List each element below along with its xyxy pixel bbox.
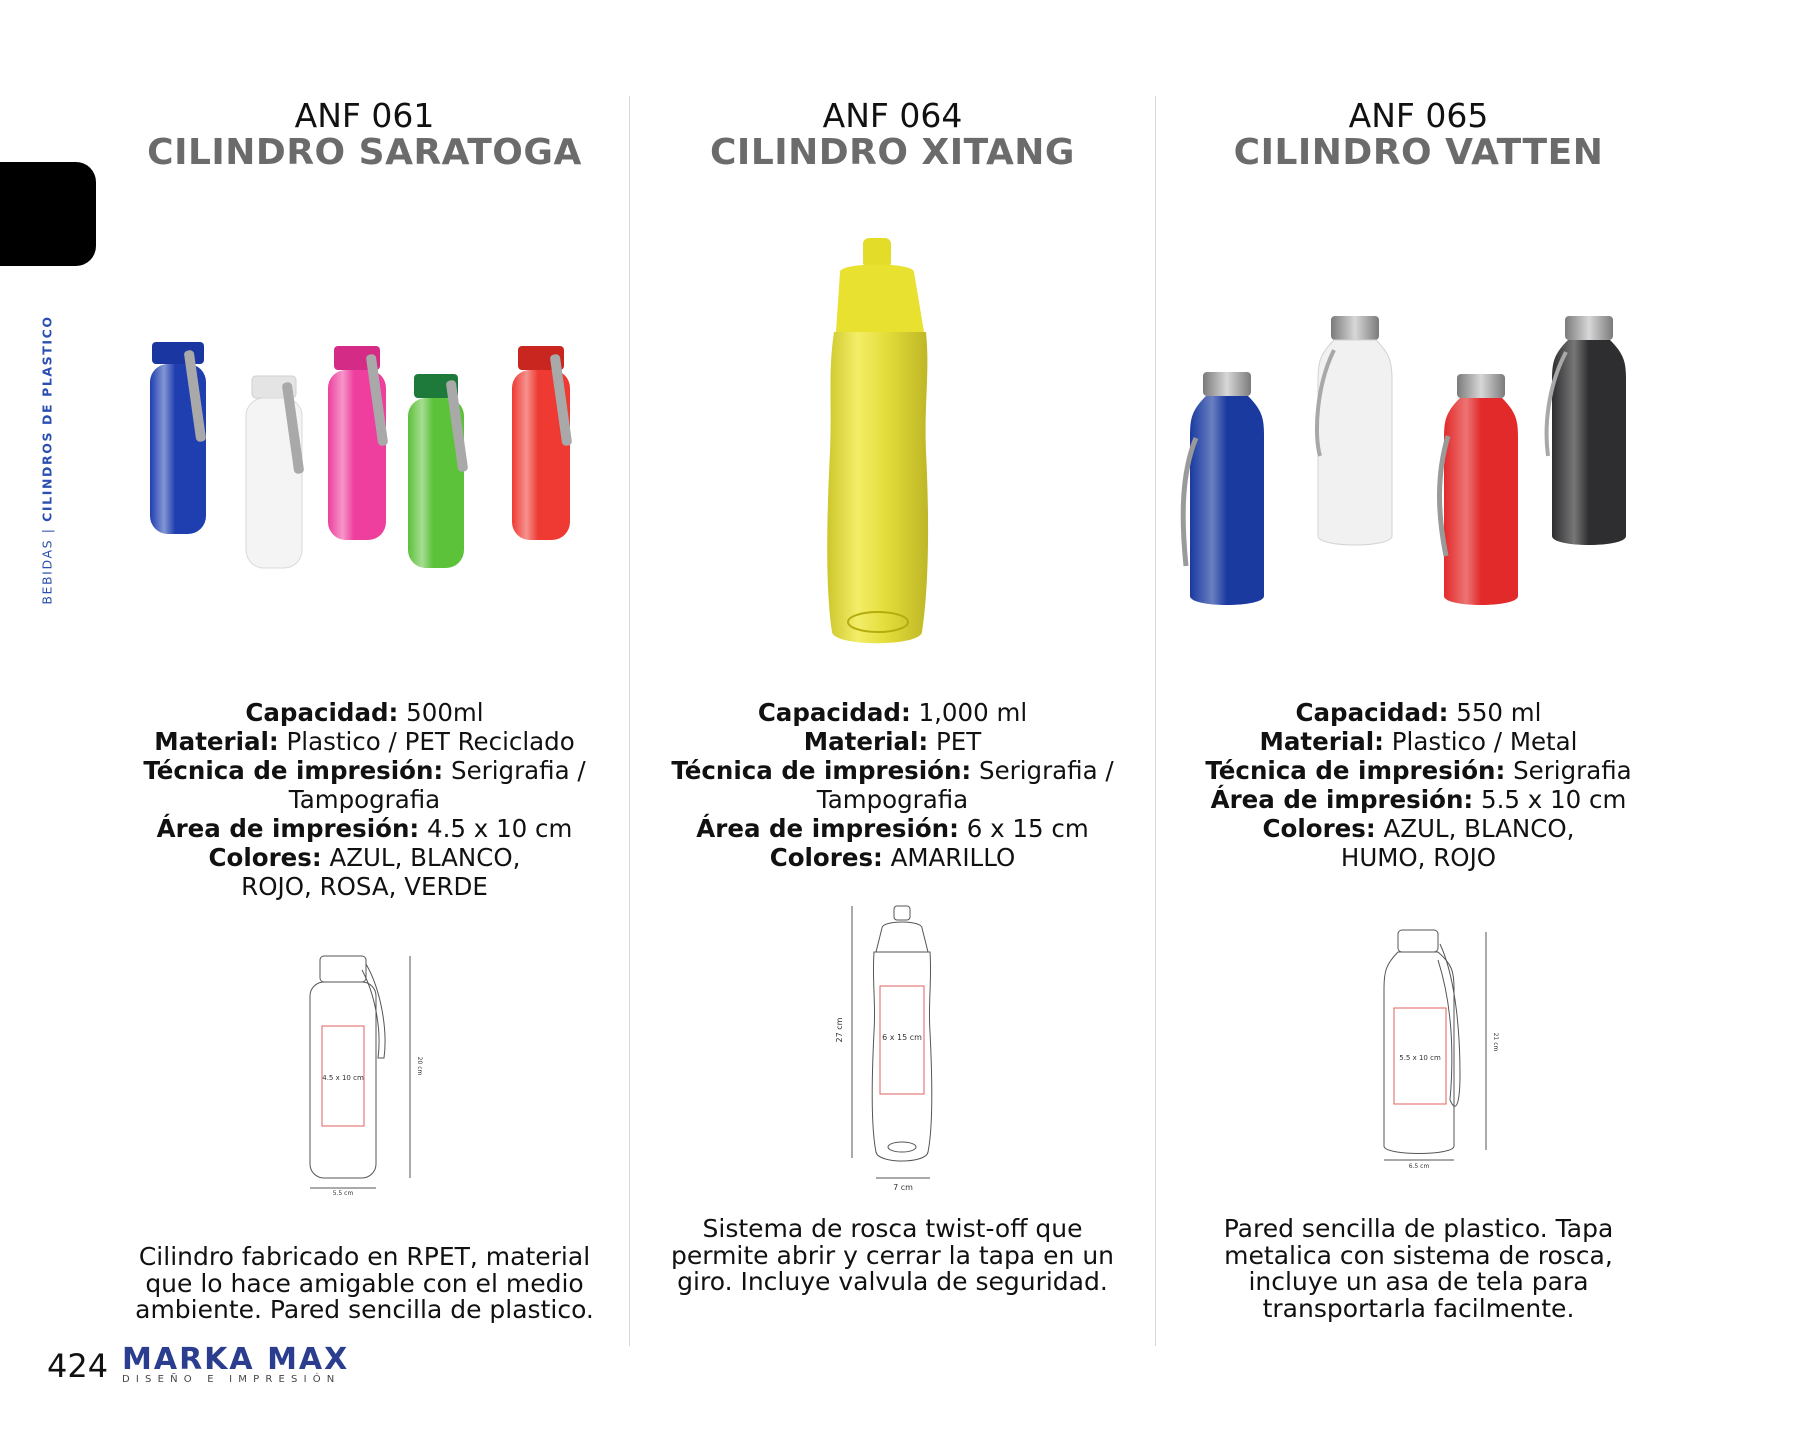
section-separator: | xyxy=(39,527,55,534)
product-photo xyxy=(630,232,1155,662)
product-specs xyxy=(630,698,1155,872)
print-area-label: 4.5 x 10 cm xyxy=(322,1074,364,1082)
height-label: 20 cm xyxy=(416,1056,423,1076)
spec-value: Serigrafia / Tampografia xyxy=(816,756,1114,814)
bottle-blue xyxy=(150,342,206,534)
spec-value: 500ml xyxy=(406,698,484,727)
spec-label: Material: xyxy=(1259,727,1384,756)
spec-label: Capacidad: xyxy=(245,698,399,727)
bottle-blue xyxy=(1183,372,1264,605)
spec-value: 4.5 x 10 cm xyxy=(427,814,573,843)
spec-value: AMARILLO xyxy=(890,843,1016,872)
width-label: 6.5 cm xyxy=(1408,1163,1430,1170)
bottle-green xyxy=(408,374,468,568)
spec-label: Material: xyxy=(154,727,279,756)
spec-label: Colores: xyxy=(769,843,883,872)
bottle-yellow xyxy=(827,238,928,643)
spec-value: PET xyxy=(936,727,982,756)
product-code: ANF 064 xyxy=(822,96,963,135)
product-specs xyxy=(102,698,627,901)
spec-label: Área de impresión: xyxy=(696,814,959,843)
spec-label: Área de impresión: xyxy=(156,814,420,843)
spec-value: Plastico / Metal xyxy=(1391,727,1578,756)
spec-label: Capacidad: xyxy=(757,698,911,727)
product-photo xyxy=(1156,306,1681,626)
dimension-sketch xyxy=(1374,924,1504,1172)
width-label: 7 cm xyxy=(893,1183,913,1192)
spec-value: AZUL, BLANCO, ROJO, ROSA, VERDE xyxy=(241,843,521,901)
spec-value: 5.5 x 10 cm xyxy=(1481,785,1627,814)
dimension-sketch xyxy=(820,902,970,1192)
spec-value: 550 ml xyxy=(1456,698,1542,727)
width-label: 5.5 cm xyxy=(332,1190,354,1196)
product-code: ANF 065 xyxy=(1348,96,1489,135)
spec-label: Material: xyxy=(803,727,929,756)
brand-name: MARKA MAX xyxy=(122,1342,350,1377)
product-card-anf065 xyxy=(1156,0,1681,1436)
spec-value: Plastico / PET Reciclado xyxy=(286,727,575,756)
spec-label: Técnica de impresión: xyxy=(671,756,972,785)
spec-value: 1,000 ml xyxy=(918,698,1028,727)
section-tab xyxy=(0,162,96,266)
product-description: Sistema de rosca twist-off que permite abrir y cerrar la tapa en un giro. Incluye valvula de seguridad. xyxy=(670,1214,1115,1296)
product-name: CILINDRO VATTEN xyxy=(1233,132,1604,173)
spec-label: Técnica de impresión: xyxy=(143,756,444,785)
product-description: Pared sencilla de plastico. Tapa metalica con sistema de rosca, incluye un asa de tela para transportarla facilmente. xyxy=(1223,1214,1614,1323)
bottle-white xyxy=(246,376,304,568)
product-photo xyxy=(102,330,627,590)
bottle-red xyxy=(512,346,572,540)
height-label: 27 cm xyxy=(835,1017,844,1043)
bottle-white xyxy=(1317,316,1392,545)
print-area-label: 6 x 15 cm xyxy=(882,1033,922,1042)
spec-label: Área de impresión: xyxy=(1210,785,1474,814)
brand-tagline: DISEÑO E IMPRESIÓN xyxy=(122,1374,341,1385)
product-code: ANF 061 xyxy=(294,96,435,135)
product-name: CILINDRO XITANG xyxy=(710,132,1075,173)
page-number: 424 xyxy=(47,1347,109,1385)
spec-label: Técnica de impresión: xyxy=(1205,756,1506,785)
product-name: CILINDRO SARATOGA xyxy=(147,132,582,173)
product-card-anf061 xyxy=(102,0,627,1436)
bottle-red xyxy=(1440,374,1519,605)
height-label: 21 cm xyxy=(1492,1032,1499,1052)
brand-logo xyxy=(122,1344,349,1385)
spec-value: Serigrafia xyxy=(1513,756,1632,785)
product-description: Cilindro fabricado en RPET, material que lo hace amigable con el medio ambiente. Pared sencilla de plastico. xyxy=(135,1242,594,1324)
spec-label: Colores: xyxy=(208,843,322,872)
spec-label: Capacidad: xyxy=(1295,698,1449,727)
spec-label: Colores: xyxy=(1262,814,1376,843)
spec-value: AZUL, BLANCO, HUMO, ROJO xyxy=(1340,814,1575,872)
bottle-pink xyxy=(328,346,388,540)
section-name: BEBIDAS xyxy=(39,538,55,605)
subsection-name: CILINDROS DE PLASTICO xyxy=(39,315,55,522)
product-card-anf064 xyxy=(630,0,1155,1436)
spec-value: Serigrafia / Tampografia xyxy=(288,756,586,814)
print-area-label: 5.5 x 10 cm xyxy=(1399,1054,1441,1062)
dimension-sketch xyxy=(300,948,440,1196)
bottle-smoke xyxy=(1547,316,1626,545)
product-specs xyxy=(1156,698,1681,872)
spec-value: 6 x 15 cm xyxy=(966,814,1089,843)
